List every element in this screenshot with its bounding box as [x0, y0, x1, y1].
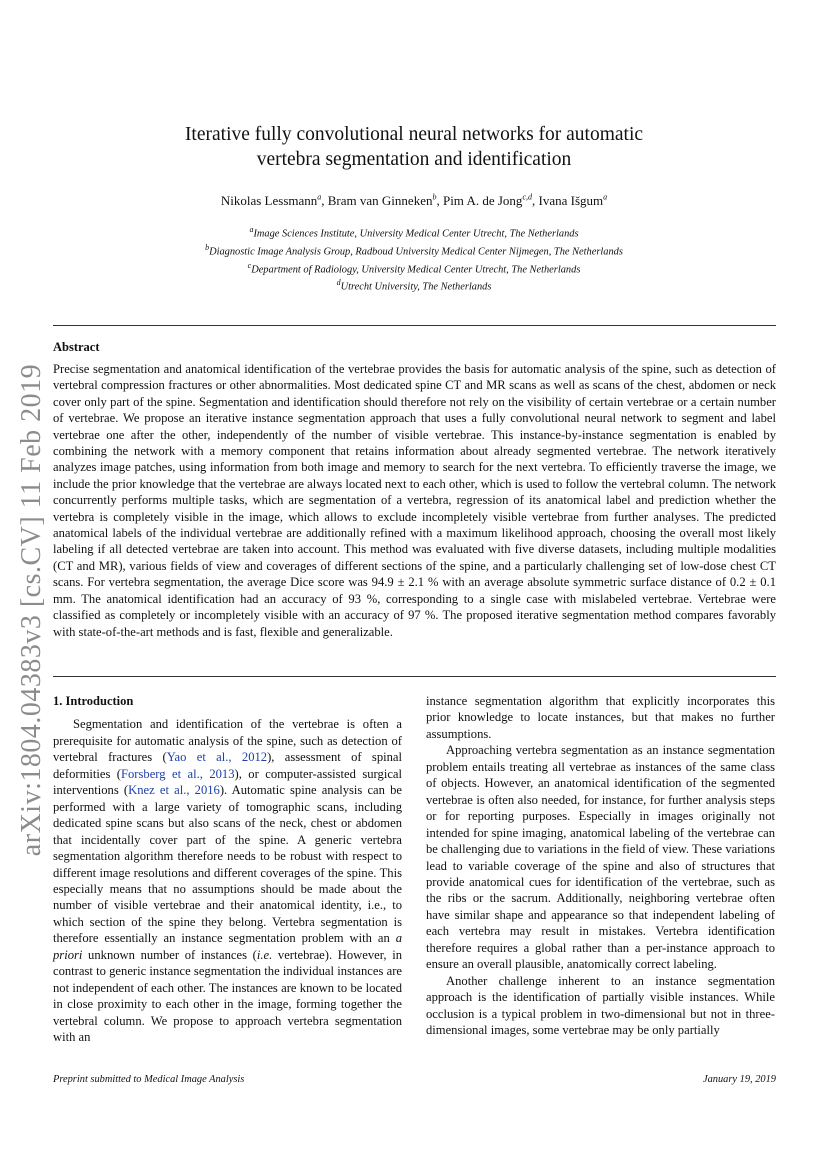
intro-paragraph-3: Another challenge inherent to an instance segmentation approach is the identification of partially visible instances. While occlusion is a typical problem in two-dimensional but not in three-dimensional images, some vertebrae may be only partially — [426, 973, 775, 1038]
author: Nikolas Lessmann$^a$, — [220, 193, 328, 209]
paper-title — [100, 122, 728, 172]
footer-date: January 19, 2019 — [702, 1074, 776, 1085]
abstract-bottom-rule — [53, 676, 776, 677]
section-heading-introduction: 1. Introduction — [53, 694, 134, 708]
right-column — [426, 693, 775, 1039]
citation-link[interactable]: Forsberg et al., 2013 — [121, 766, 235, 781]
title-line-1: Iterative fully convolutional neural networks for automatic — [184, 124, 644, 145]
footer-journal-note: Preprint submitted to Medical Image Analysis — [53, 1074, 245, 1085]
affiliation: $^a$Image Sciences Institute, University Medical Center Utrecht, The Netherlands — [249, 225, 579, 240]
abstract-text: Precise segmentation and anatomical identification of the vertebrae provides the basis for automatic analysis of the spine, such as detection of vertebral compression fractures or other abnormalities. Most dedicated spine CT and MR scans as well as scans of the chest, abdomen or neck cover only part of the spine. Segmentation and identification should therefore not rely on the visibility of certain vertebrae or a certain number of vertebrae. We propose an iterative instance segmentation approach that uses a fully convolutional neural network to segment and label vertebrae one after the other, independently of the number of visible vertebrae. This instance-by-instance segmentation is enabled by combining the network with a memory component that retains information about already segmented vertebrae. The network iteratively analyzes image patches, using information from both image and memory to search for the next vertebra. To efficiently traverse the image, we include the prior knowledge that the vertebrae are always located next to each other, which is used to follow the vertebral column. The network concurrently performs multiple tasks, which are segmentation of a vertebra, regression of its anatomical label and prediction whether the vertebra is completely visible in the image, which allows to exclude incompletely visible vertebrae from further analyses. The predicted anatomical labels of the individual vertebrae are additionally refined with a maximum likelihood approach, choosing the overall most likely labeling if all detected vertebrae are taken into account. This method was evaluated with five diverse datasets, including multiple modalities (CT and MR), various fields of view and coverages of different sections of the spine, and a particularly challenging set of low-dose chest CT scans. For vertebra segmentation, the average Dice score was 94.9 ± 2.1 % with an average absolute symmetric surface distance of 0.2 ± 0.1 mm. The anatomical identification had an accuracy of 93 %, corresponding to a single case with mislabeled vertebrae. Vertebrae were classified as completely or incompletely visible with an accuracy of 97 %. The proposed iterative segmentation method compares favorably with state-of-the-art methods and is fast, flexible and generalizable. — [53, 362, 776, 639]
arxiv-identifier-text: arXiv:1804.04383v3 [cs.CV] 11 Feb 2019 — [16, 363, 47, 857]
intro-paragraph-1-continued: instance segmentation algorithm that explicitly incorporates this prior knowledge to locate instances, but that makes no further assumptions. — [426, 694, 775, 741]
author: Bram van Ginneken$^b$, — [327, 193, 443, 209]
citation-link[interactable]: Knez et al., 2016 — [128, 783, 220, 798]
left-column — [53, 693, 402, 1046]
title-line-2: vertebra segmentation and identification — [256, 149, 572, 170]
affiliation: $^c$Department of Radiology, University Medical Center Utrecht, The Netherlands — [247, 260, 581, 275]
abstract-heading: Abstract — [53, 340, 100, 354]
intro-paragraph-2: Approaching vertebra segmentation as an instance segmentation problem entails treating all vertebrae as instances of the same class of objects. However, an anatomical identification of the segmented vertebrae is often also needed, for instance, for further analysis steps or for reporting purposes. Especially in images originally not intended for spine imaging, anatomical labeling of the vertebrae can be challenging due to variations in the field of view. These variations lead to variable coverage of the spine and also of structures that provide anatomical cues for identification of the vertebrae, such as the ribs or the sacrum. Additionally, neighboring vertebrae often have similar shape and appearance so that independent labeling of each vertebra may result in mistakes. Vertebra identification therefore requires a global rather than a per-instance approach to ensure an overall plausible, anatomically correct labeling. — [426, 743, 775, 972]
affiliation: $^d$Utrecht University, The Netherlands — [336, 278, 492, 293]
affiliation: $^b$Diagnostic Image Analysis Group, Radboud University Medical Center Nijmegen, The Netherlands — [205, 242, 623, 258]
arxiv-identifier-stamp — [12, 365, 52, 855]
citation-link[interactable]: Yao et al., 2012 — [166, 750, 268, 765]
author: Pim A. de Jong$^{c,d}$, — [442, 193, 539, 209]
abstract-top-rule — [53, 325, 776, 326]
author-list — [100, 193, 728, 209]
intro-paragraph-1: Segmentation and identification of the vertebrae is often a prerequisite for automatic analysis of the spine, such as detection of vertebral fractures (Yao et al., 2012), assessment of spinal deformities (Forsberg et al., 2013), or computer-assisted surgical interventions (Knez et al., 2016). Automatic spine analysis can be performed with a large variety of tomographic scans, including dedicated spine scans but also scans of the neck, chest or abdomen that incidentally cover part of the spine. A generic vertebra segmentation algorithm therefore needs to be robust with respect to different image resolutions and different coverages of the spine. This especially means that no assumptions should be made about the number of visible vertebrae and their anatomical identity, i.e., to which section of the spine they belong. Vertebra segmentation is therefore essentially an instance segmentation problem with an a priori unknown number of instances (i.e. vertebrae). However, in contrast to generic instance segmentation the individual instances are not independent of each other. The instances are known to be located in close proximity to each other in the image, forming together the vertebral column. We propose to approach vertebra segmentation with an — [53, 717, 403, 1045]
affiliation-list — [100, 223, 728, 294]
author: Ivana Išgum$^a$ — [538, 193, 608, 209]
